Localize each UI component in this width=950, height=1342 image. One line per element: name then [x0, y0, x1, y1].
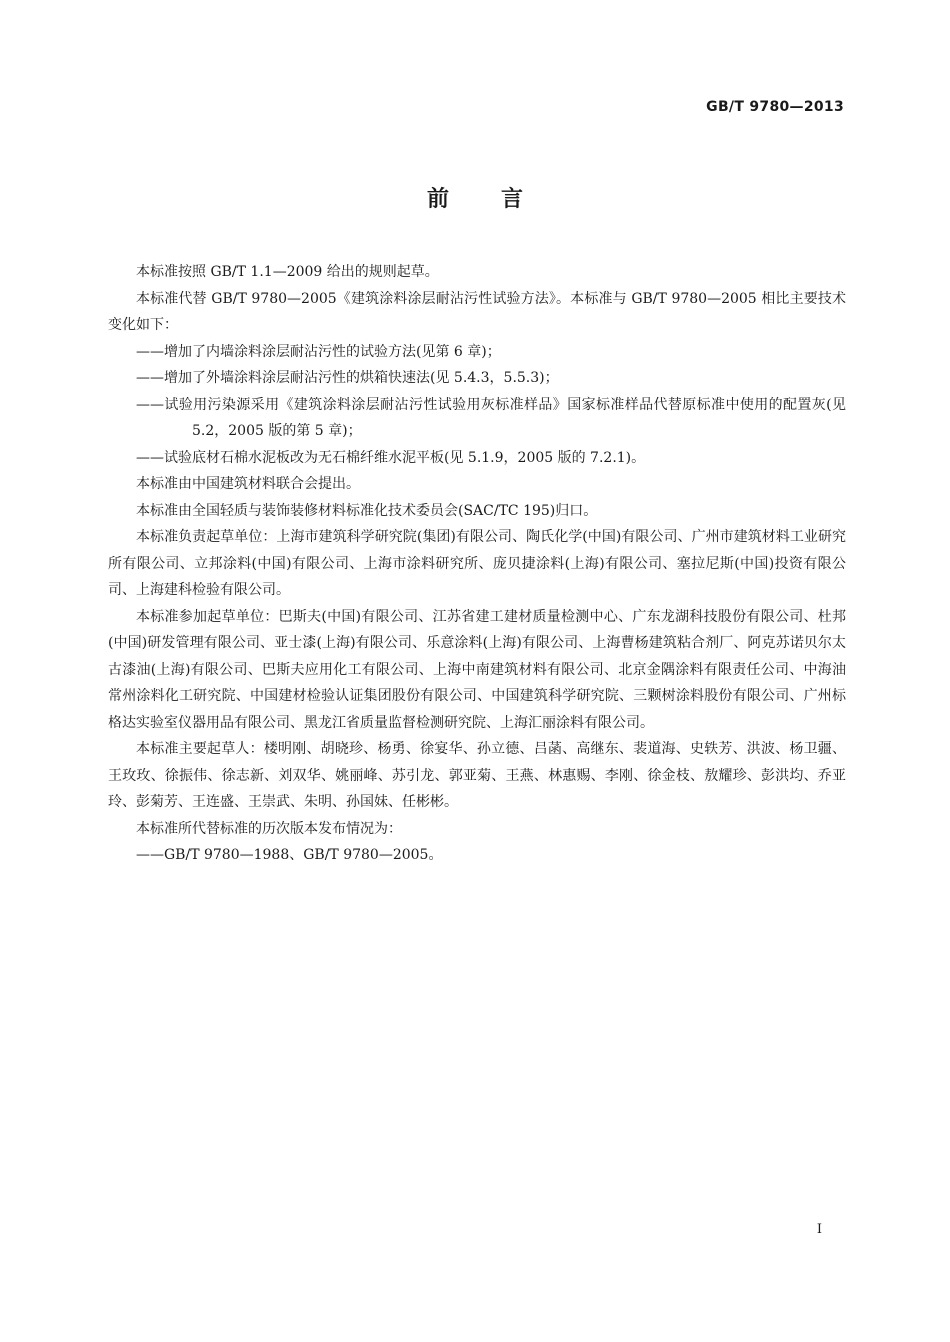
list-item: ——增加了外墙涂料涂层耐沾污性的烘箱快速法(见 5.4.3，5.5.3)；: [136, 370, 559, 386]
list-item: ——试验用污染源采用《建筑涂料涂层耐沾污性试验用灰标准样品》国家标准样品代替原标准中使用的配置灰(见 5.2，2005 版的第 5 章)；: [136, 396, 846, 439]
paragraph: 本标准由中国建筑材料联合会提出。: [136, 476, 360, 492]
paragraph: 本标准负责起草单位：上海市建筑科学研究院(集团)有限公司、陶氏化学(中国)有限公司、广州市建筑材料工业研究所有限公司、立邦涂料(中国)有限公司、上海市涂料研究所、庞贝捷涂料(上海)有限公司、塞拉尼斯(中国)投资有限公司、上海建科检验有限公司。: [108, 529, 846, 598]
page-title: 前言: [426, 187, 575, 212]
paragraph: 本标准代替 GB/T 9780—2005《建筑涂料涂层耐沾污性试验方法》。本标准与 GB/T 9780—2005 相比主要技术变化如下：: [108, 290, 846, 333]
list-item: ——增加了内墙涂料涂层耐沾污性的试验方法(见第 6 章)；: [136, 343, 501, 360]
paragraph: 本标准由全国轻质与装饰装修材料标准化技术委员会(SAC/TC 195)归口。: [136, 502, 598, 519]
list-item: ——试验底材石棉水泥板改为无石棉纤维水泥平板(见 5.1.9，2005 版的 7.2.1)。: [136, 449, 646, 466]
paragraph: 本标准主要起草人：楼明刚、胡晓珍、杨勇、徐宴华、孙立德、吕菡、高继东、裴道海、史轶芳、洪波、杨卫疆、王玫玫、徐振伟、徐志新、刘双华、姚丽峰、苏引龙、郭亚菊、王燕、林惠赐、李刚、徐金枝、敖耀珍、彭洪均、乔亚玲、彭菊芳、王连盛、王崇武、朱明、孙国妹、任彬彬。: [108, 741, 846, 810]
paragraph: 本标准按照 GB/T 1.1—2009 给出的规则起草。: [136, 264, 439, 280]
list-item: ——GB/T 9780—1988、GB/T 9780—2005。: [136, 847, 443, 863]
foreword-body: [108, 259, 846, 869]
paragraph: 本标准所代替标准的历次版本发布情况为：: [136, 820, 402, 837]
page-number: I: [816, 1222, 822, 1237]
paragraph: 本标准参加起草单位：巴斯夫(中国)有限公司、江苏省建工建材质量检测中心、广东龙湖科技股份有限公司、杜邦(中国)研发管理有限公司、亚士漆(上海)有限公司、乐意涂料(上海)有限公司、上海曹杨建筑粘合剂厂、阿克苏诺贝尔太古漆油(上海)有限公司、巴斯夫应用化工有限公司、上海中南建筑材料有限公司、北京金隅涂料有限责任公司、中海油常州涂料化工研究院、中国建材检验认证集团股份有限公司、中国建筑科学研究院、三颗树涂料股份有限公司、广州标格达实验室仪器用品有限公司、黑龙江省质量监督检测研究院、上海汇丽涂料有限公司。: [108, 608, 846, 731]
standard-code: GB/T 9780—2013: [706, 99, 844, 115]
